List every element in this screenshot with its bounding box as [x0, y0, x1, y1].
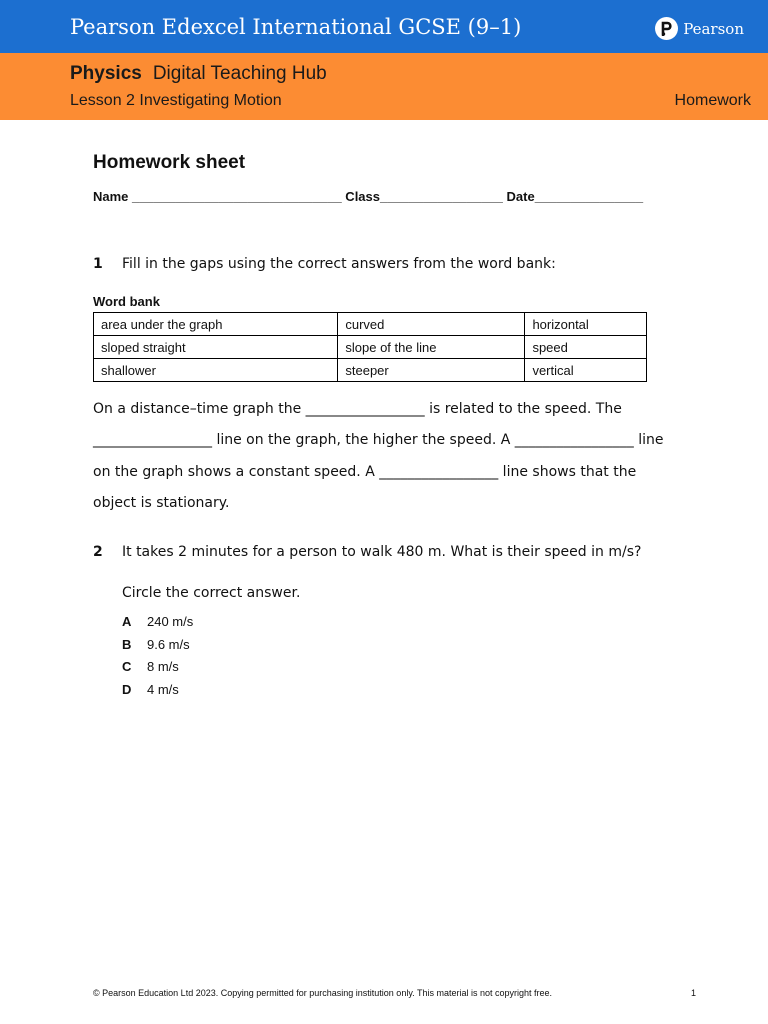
brand-name: Pearson [683, 19, 744, 38]
word-bank-cell: horizontal [525, 313, 647, 336]
answer-instruction: Circle the correct answer. [122, 585, 301, 602]
pearson-brand [655, 17, 744, 40]
option-text: 240 m/s [147, 614, 194, 630]
gap-fill-paragraph: On a distance–time graph the _________________ is related to the speed. The _________________ line on the graph, the higher the speed. A _________________ line on the graph shows a constant speed. A _________________ line shows that the object is stationary. [93, 401, 664, 511]
word-bank-label: Word bank [93, 294, 160, 309]
page-footer [93, 988, 696, 998]
option-letter: A [122, 614, 132, 630]
option-letter: B [122, 636, 132, 652]
worksheet-body [93, 150, 673, 701]
answer-option[interactable] [122, 610, 673, 633]
sheet-type-label: Homework [674, 92, 751, 109]
option-letter: D [122, 682, 132, 698]
page-title: Homework sheet [93, 152, 246, 173]
word-bank-cell: slope of the line [338, 336, 525, 359]
table-row [94, 359, 647, 382]
subject-name: Physics [70, 63, 142, 84]
word-bank-cell: shallower [94, 359, 338, 382]
word-bank-cell: steeper [338, 359, 525, 382]
question-2 [93, 542, 673, 562]
hub-name: Digital Teaching Hub [152, 63, 327, 84]
word-bank-cell: vertical [525, 359, 647, 382]
pearson-logo-icon [655, 17, 678, 40]
answer-option[interactable] [122, 656, 673, 679]
copyright-notice: © Pearson Education Ltd 2023. Copying permitted for purchasing institution only. This material is not copyright free. [93, 988, 553, 998]
word-bank-cell: sloped straight [94, 336, 338, 359]
word-bank-cell: curved [338, 313, 525, 336]
question-text: Fill in the gaps using the correct answers from the word bank: [122, 256, 556, 272]
answer-option[interactable] [122, 633, 673, 656]
top-banner [0, 0, 768, 53]
word-bank-cell: speed [525, 336, 647, 359]
option-letter: C [122, 659, 132, 675]
option-text: 8 m/s [147, 659, 179, 675]
question-text: It takes 2 minutes for a person to walk 480 m. What is their speed in m/s? [122, 544, 642, 561]
question-number: 1 [93, 256, 103, 272]
lesson-title: Lesson 2 Investigating Motion [70, 92, 282, 109]
option-text: 9.6 m/s [147, 636, 190, 652]
word-bank-cell: area under the graph [94, 313, 338, 336]
subject-banner [0, 53, 768, 120]
qualification-title: Pearson Edexcel International GCSE (9–1) [70, 15, 522, 39]
subject-line [70, 63, 327, 85]
table-row [94, 313, 647, 336]
answer-option[interactable] [122, 678, 673, 701]
question-number: 2 [93, 544, 103, 561]
word-bank-table [93, 312, 647, 382]
answer-options [122, 610, 673, 701]
table-row [94, 336, 647, 359]
option-text: 4 m/s [147, 682, 179, 698]
question-1 [93, 254, 673, 274]
page-number: 1 [690, 988, 696, 998]
student-details-line: Name _____________________________ Class_________________ Date_______________ [93, 189, 644, 204]
